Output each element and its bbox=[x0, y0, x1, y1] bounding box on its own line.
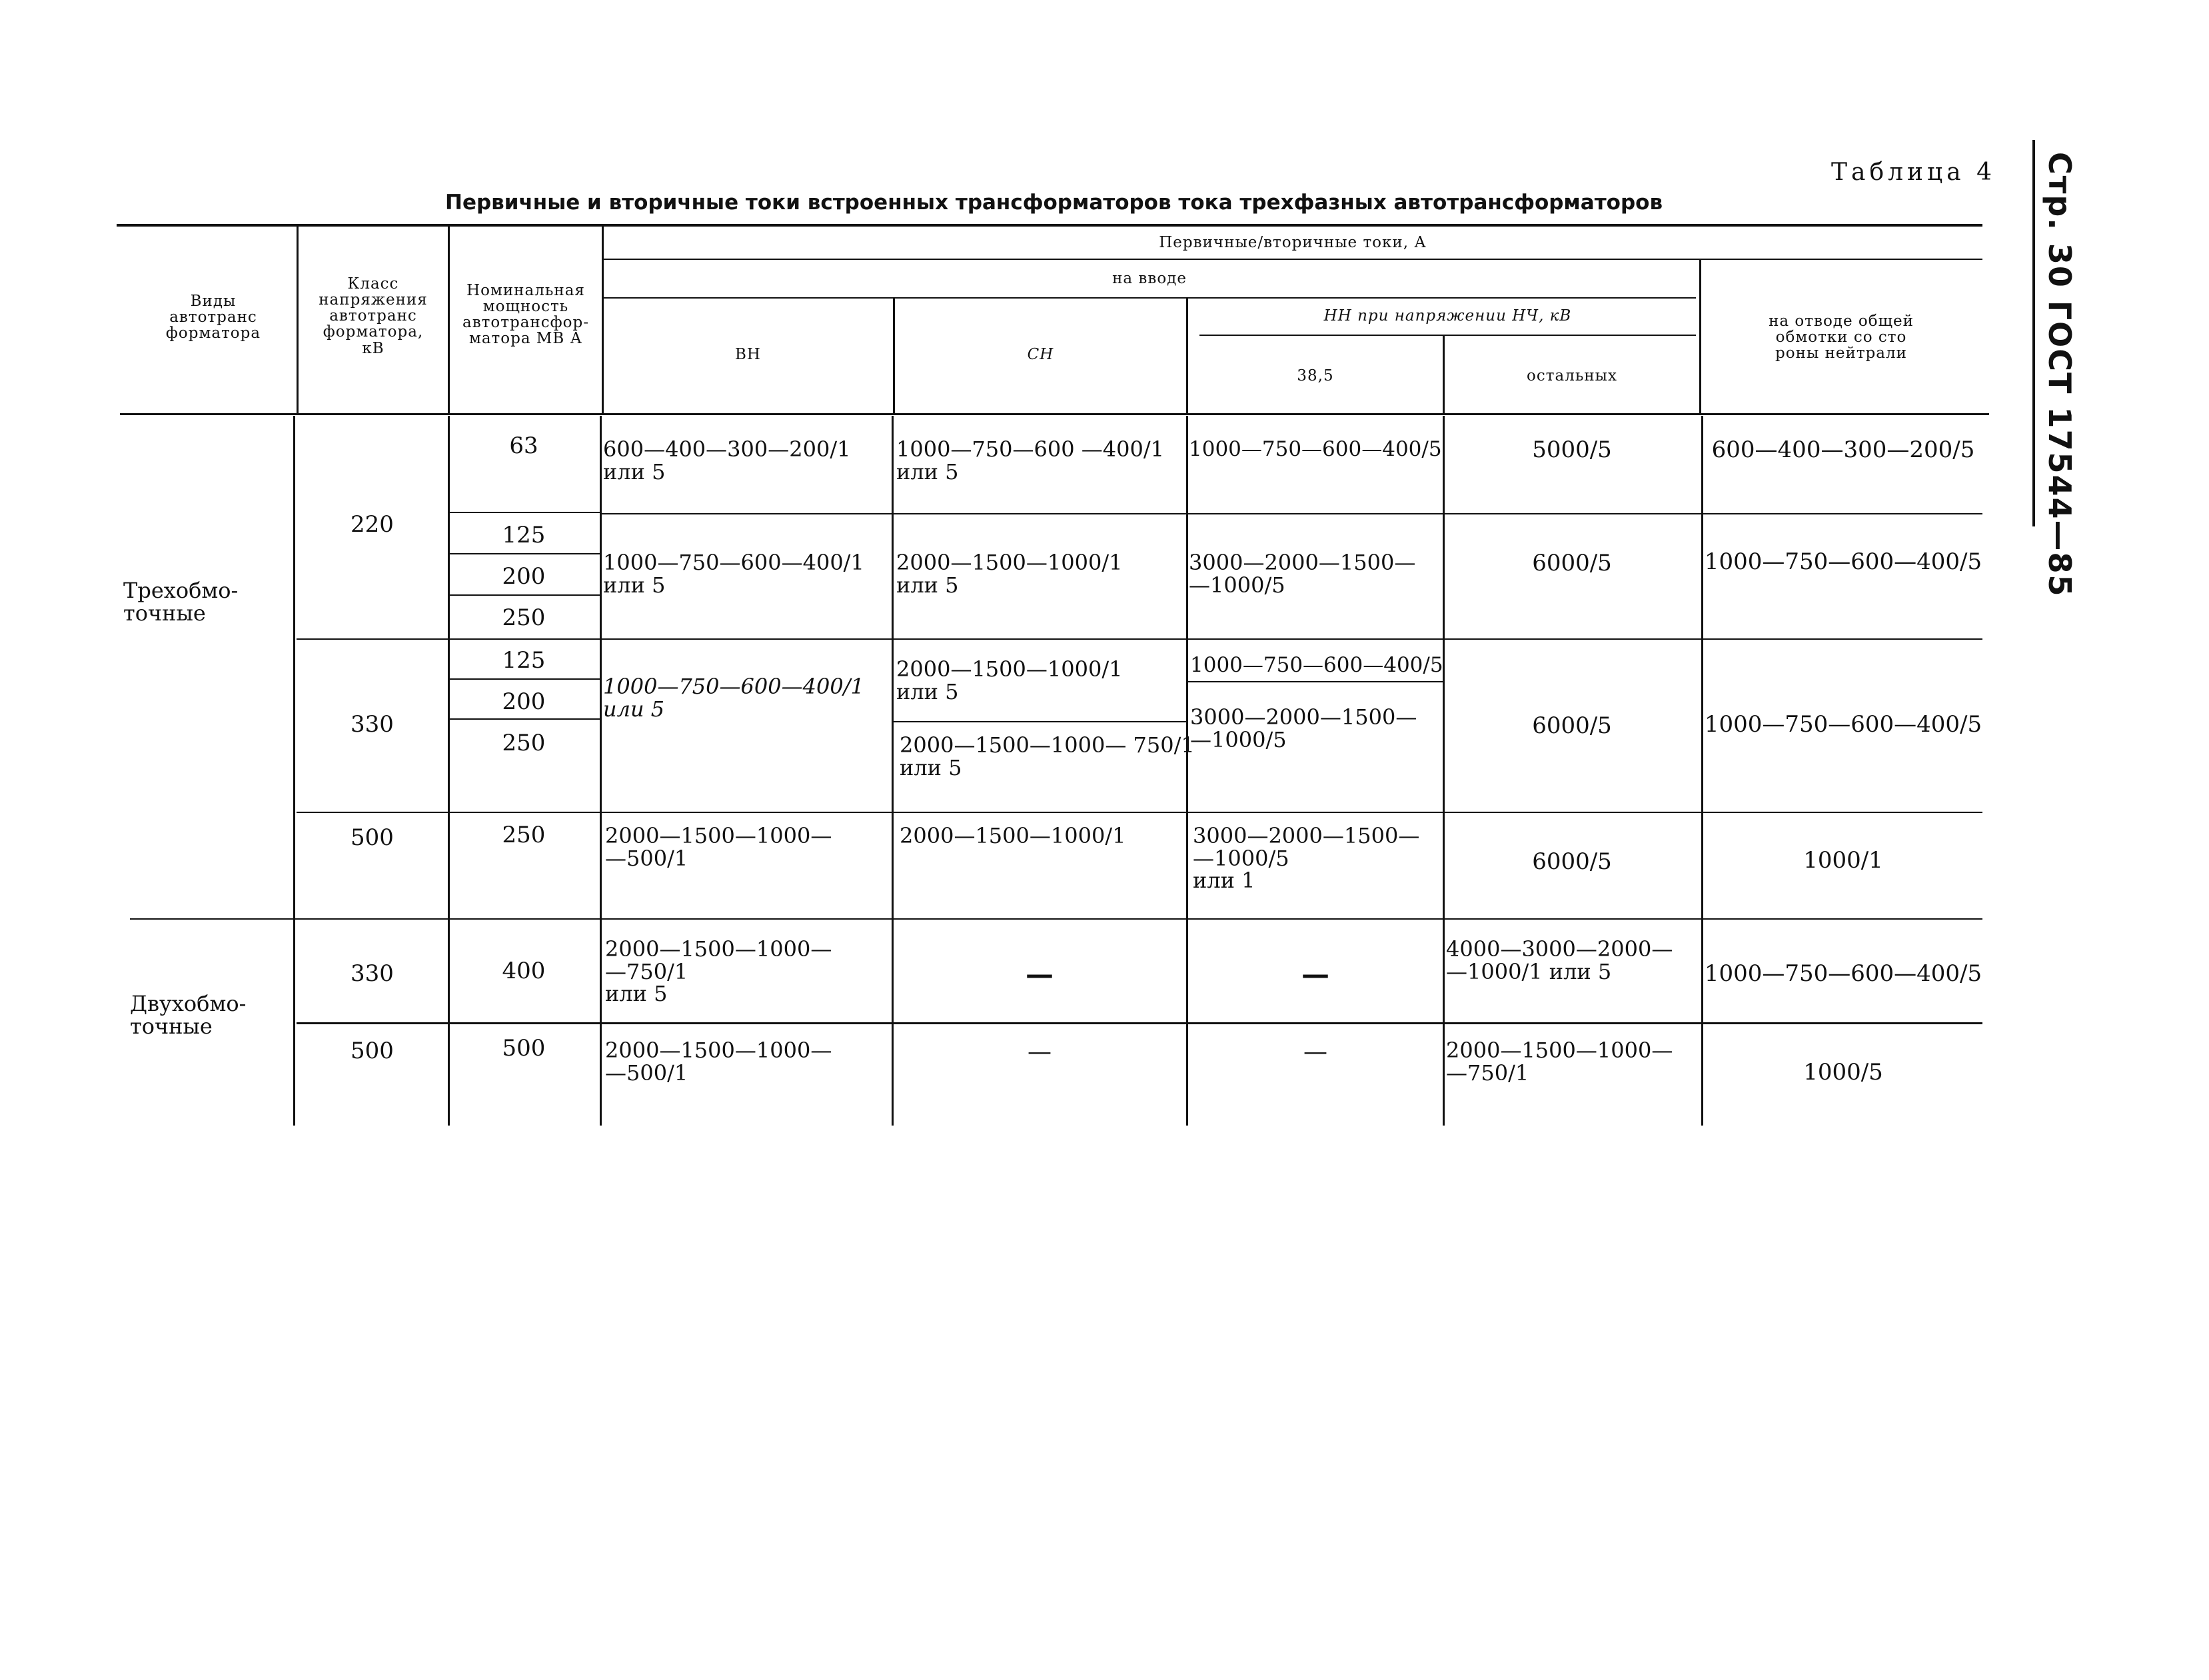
header-lv-385: 38,5 bbox=[1297, 367, 1334, 385]
vline-2 bbox=[448, 227, 450, 413]
mv-split bbox=[893, 721, 1186, 722]
rule-lv bbox=[1199, 335, 1696, 336]
rule-input bbox=[603, 297, 1696, 299]
row2-power-250: 250 bbox=[502, 604, 546, 631]
vline-1 bbox=[297, 227, 299, 413]
row5-hv: 2000—1500—1000— —750/1 или 5 bbox=[605, 936, 832, 1007]
row1-power: 63 bbox=[509, 432, 538, 459]
row2-bottom bbox=[297, 638, 1982, 640]
row1-mv: 1000—750—600 —400/1 или 5 bbox=[896, 436, 1164, 484]
row3-lvrest: 6000/5 bbox=[1532, 712, 1612, 739]
table-label: Таблица 4 bbox=[1831, 159, 1996, 186]
header-lv-rest: остальных bbox=[1527, 367, 1617, 385]
row6-lvrest: 2000—1500—1000— —750/1 bbox=[1446, 1038, 1673, 1086]
header-lv-group: НН при напряжении НЧ, кВ bbox=[1323, 307, 1572, 325]
row4-power: 250 bbox=[502, 822, 546, 848]
header-input-group: на вводе bbox=[1112, 270, 1187, 287]
table-title: Первичные и вторичные токи встроенных трансформаторов тока трехфазных автотрансформаторов bbox=[445, 191, 1663, 215]
group-two-winding: Двухобмо- точные bbox=[130, 991, 247, 1039]
row4-tap: 1000/1 bbox=[1803, 847, 1883, 874]
page: Стр. 30 ГОСТ 17544—85 Таблица 4 Первичные и вторичные токи встроенных трансформаторов тока трехфазных автотрансформаторов Виды автотранс форматора Класс напряжения автотранс форматора, кВ Номинальная мощность автотрансфор- матора МВ А Первичные/вторичные токи, А на вводе ВН СН НН при напряжении НЧ, кВ 38,5 остальных на отводе общей обмотки со сто роны нейтрали Трехобмо- точные Двухобмо- точные 220 63 600—400—300—200/1 или 5 1000—750—600 —400/1 или 5 1000—750—600—400/5 5000/5 600—400—300—200/5 125 200 250 1000—750—600—400/1 или 5 2000—1500—1000/1 или 5 3000—2000—1500— —1000/5 6000/5 1000—750—600—400/5 330 125 200 250 1000—750—600—400/1 или 5 2000—1500—1000/1 или 5 2000—1500—1000— 750/1 или 5 1000—750—600—400/5 3000—2000—1500— —1000/5 6000/5 1000—750—600—400/5 500 250 2000—1500—1000— —500/1 2000—1500—1000/1 3000—2000—1500— —1000/5 или 1 6000/5 1000/1 330 400 2000—1500—1000— —750/1 или 5 — — 4000—3000—2000— —1000/1 или 5 1000—750—600—400/5 500 500 2000—1500—1000— —500/1 — — 2000—1500—1000— —750/1 1000/5 bbox=[0, 0, 2209, 1680]
row1-hv: 600—400—300—200/1 или 5 bbox=[603, 436, 851, 484]
body-vline-3 bbox=[600, 416, 602, 1126]
row5-power: 400 bbox=[502, 958, 546, 984]
row3-mv-a: 2000—1500—1000/1 или 5 bbox=[896, 656, 1123, 704]
row2-lv385: 3000—2000—1500— —1000/5 bbox=[1189, 550, 1416, 598]
row1-class: 220 bbox=[351, 511, 394, 538]
power-125b-bottom bbox=[448, 678, 600, 680]
row2-lvrest: 6000/5 bbox=[1532, 550, 1612, 576]
header-hv: ВН bbox=[735, 346, 761, 363]
body-vline-4 bbox=[892, 416, 894, 1126]
group-split bbox=[130, 918, 1982, 920]
row3-lv385-b: 3000—2000—1500— —1000/5 bbox=[1190, 704, 1417, 752]
table-top-rule bbox=[117, 224, 1982, 227]
row5-lv385: — bbox=[1301, 958, 1329, 990]
row3-class: 330 bbox=[351, 711, 394, 738]
row4-lvrest: 6000/5 bbox=[1532, 848, 1612, 875]
group-three-winding: Трехобмо- точные bbox=[123, 578, 239, 626]
row5-mv: — bbox=[1026, 958, 1054, 990]
row4-hv: 2000—1500—1000— —500/1 bbox=[605, 823, 832, 871]
row3-power-250: 250 bbox=[502, 730, 546, 756]
body-vline-7 bbox=[1701, 416, 1703, 1126]
vline-5 bbox=[1186, 299, 1188, 413]
body-vline-2 bbox=[448, 416, 450, 1126]
power-200-bottom bbox=[448, 594, 600, 596]
lv-split bbox=[1188, 681, 1443, 682]
header-bottom-rule bbox=[120, 413, 1989, 415]
row6-mv: — bbox=[1028, 1038, 1052, 1066]
body-vline-6 bbox=[1443, 416, 1445, 1126]
row1-lvrest: 5000/5 bbox=[1532, 436, 1612, 463]
row3-mv-b: 2000—1500—1000— 750/1 или 5 bbox=[900, 732, 1195, 780]
row5-bottom bbox=[297, 1022, 1982, 1024]
row2-power-200: 200 bbox=[502, 563, 546, 590]
header-class: Класс напряжения автотранс форматора, кВ bbox=[319, 275, 428, 357]
power-125-bottom bbox=[448, 553, 600, 554]
power-200b-bottom bbox=[448, 718, 600, 720]
header-tap: на отводе общей обмотки со сто роны нейтрали bbox=[1769, 313, 1914, 363]
vline-3 bbox=[602, 227, 604, 413]
header-power: Номинальная мощность автотрансфор- матора МВ А bbox=[462, 282, 589, 348]
row5-lvrest: 4000—3000—2000— —1000/1 или 5 bbox=[1446, 936, 1673, 984]
row3-power-200: 200 bbox=[502, 688, 546, 715]
row1-tap: 600—400—300—200/5 bbox=[1711, 436, 1975, 463]
row5-tap: 1000—750—600—400/5 bbox=[1704, 960, 1982, 987]
row2-power-125: 125 bbox=[502, 522, 546, 548]
row3-bottom bbox=[297, 812, 1982, 813]
row3-hv: 1000—750—600—400/1 или 5 bbox=[603, 674, 864, 722]
row1-lv385: 1000—750—600—400/5 bbox=[1189, 437, 1442, 461]
row6-lv385: — bbox=[1303, 1038, 1327, 1066]
row6-class: 500 bbox=[351, 1038, 394, 1064]
row6-tap: 1000/5 bbox=[1803, 1059, 1883, 1086]
header-type: Виды автотранс форматора bbox=[165, 293, 261, 343]
row2-mv: 2000—1500—1000/1 или 5 bbox=[896, 550, 1123, 598]
row3-power-125: 125 bbox=[502, 647, 546, 674]
header-mv: СН bbox=[1027, 346, 1054, 363]
row3-lv385-a: 1000—750—600—400/5 bbox=[1190, 653, 1443, 677]
body-vline-1 bbox=[293, 416, 295, 1126]
row3-tap: 1000—750—600—400/5 bbox=[1704, 711, 1982, 738]
row4-class: 500 bbox=[351, 824, 394, 851]
side-header-rule bbox=[2032, 140, 2035, 526]
row2-tap: 1000—750—600—400/5 bbox=[1704, 548, 1982, 575]
row6-power: 500 bbox=[502, 1035, 546, 1062]
rule-currents bbox=[603, 259, 1982, 260]
row2-hv: 1000—750—600—400/1 или 5 bbox=[603, 550, 864, 598]
row4-lv385: 3000—2000—1500— —1000/5 или 1 bbox=[1193, 823, 1420, 894]
row1-bottom bbox=[600, 513, 1982, 514]
header-currents-group: Первичные/вторичные токи, А bbox=[1159, 234, 1427, 251]
row4-mv: 2000—1500—1000/1 bbox=[900, 823, 1126, 848]
row5-class: 330 bbox=[351, 960, 394, 987]
power-63-bottom bbox=[448, 512, 600, 513]
row6-hv: 2000—1500—1000— —500/1 bbox=[605, 1038, 832, 1086]
